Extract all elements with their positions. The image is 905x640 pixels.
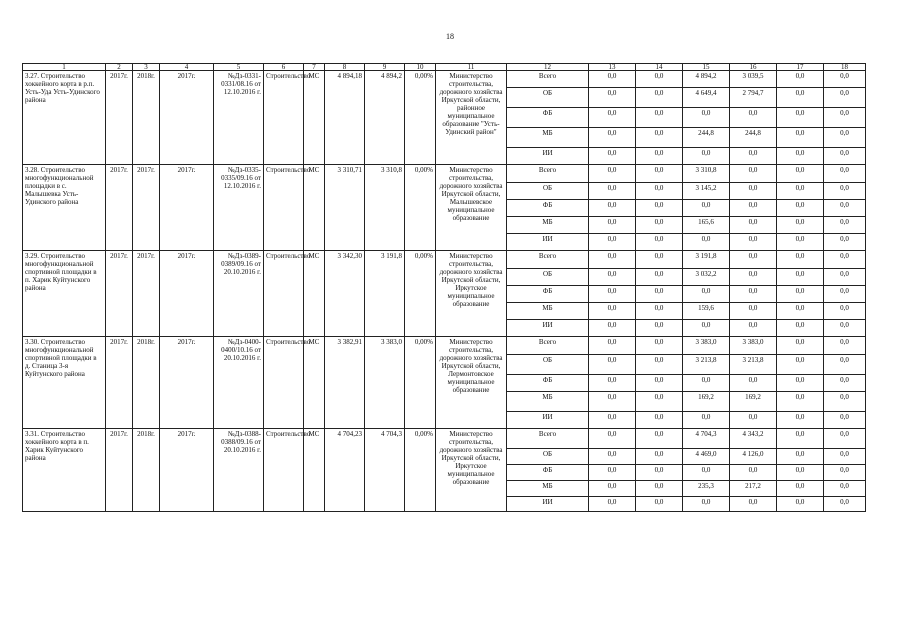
funding-value: 0,0 (777, 269, 824, 286)
funding-value: 3 191,8 (683, 251, 730, 269)
funding-value: 0,0 (683, 200, 730, 217)
column-number: 9 (365, 64, 405, 71)
funding-value: 0,0 (683, 148, 730, 165)
contract-number: №Дз-0389-0389/09.16 от 20.10.2016 г. (214, 251, 264, 337)
funding-value: 0,0 (824, 412, 866, 429)
funding-value: 0,0 (730, 251, 777, 269)
funding-value: 0,0 (777, 108, 824, 128)
column-number: 8 (325, 64, 365, 71)
funding-value: 0,0 (730, 286, 777, 303)
funding-value: 0,0 (589, 108, 636, 128)
funding-value: 0,0 (636, 449, 683, 465)
column-number: 15 (683, 64, 730, 71)
funding-value: 0,0 (824, 375, 866, 392)
column-number: 14 (636, 64, 683, 71)
executor: МС (304, 71, 325, 165)
column-number: 16 (730, 64, 777, 71)
funding-source: ИИ (507, 497, 589, 512)
funding-value: 0,0 (636, 303, 683, 320)
completion-percent: 0,00% (405, 429, 436, 512)
funding-value: 0,0 (636, 88, 683, 108)
estimated-cost: 4 704,23 (325, 429, 365, 512)
year: 2017г. (160, 429, 214, 512)
work-type: Строительство (264, 251, 304, 337)
funding-source: МБ (507, 392, 589, 412)
funding-source: ОБ (507, 269, 589, 286)
funding-table (22, 63, 866, 512)
funding-value: 169,2 (683, 392, 730, 412)
funding-source: ФБ (507, 375, 589, 392)
funding-value: 0,0 (636, 429, 683, 449)
funding-value: 4 343,2 (730, 429, 777, 449)
column-number: 3 (133, 64, 160, 71)
responsible-executor: Министерство строительства, дорожного хозяйства Иркутской области, Лермонтовское муниципальное образование (436, 337, 507, 429)
funding-value: 0,0 (636, 165, 683, 183)
column-number: 10 (405, 64, 436, 71)
funding-value: 0,0 (636, 234, 683, 251)
completion-percent: 0,00% (405, 165, 436, 251)
funding-value: 4 469,0 (683, 449, 730, 465)
limit-cost: 3 310,8 (365, 165, 405, 251)
funding-value: 0,0 (683, 108, 730, 128)
funding-value: 235,3 (683, 481, 730, 497)
funding-value: 0,0 (636, 183, 683, 200)
table-row (23, 165, 866, 183)
funding-value: 4 704,3 (683, 429, 730, 449)
funding-source: ОБ (507, 183, 589, 200)
funding-value: 0,0 (636, 481, 683, 497)
funding-value: 0,0 (636, 128, 683, 148)
funding-value: 0,0 (824, 355, 866, 375)
funding-value: 0,0 (730, 217, 777, 234)
funding-value: 0,0 (824, 148, 866, 165)
funding-value: 0,0 (636, 320, 683, 337)
funding-source: ФБ (507, 200, 589, 217)
funding-value: 0,0 (683, 320, 730, 337)
funding-value: 0,0 (636, 497, 683, 512)
limit-cost: 4 704,3 (365, 429, 405, 512)
estimated-cost: 3 382,91 (325, 337, 365, 429)
column-number: 6 (264, 64, 304, 71)
completion-percent: 0,00% (405, 71, 436, 165)
funding-value: 0,0 (683, 286, 730, 303)
funding-value: 0,0 (824, 465, 866, 481)
year: 2017г. (160, 251, 214, 337)
funding-value: 0,0 (589, 375, 636, 392)
funding-value: 0,0 (824, 429, 866, 449)
funding-value: 0,0 (589, 355, 636, 375)
executor: МС (304, 165, 325, 251)
funding-value: 0,0 (777, 449, 824, 465)
table-body (23, 64, 866, 512)
funding-value: 0,0 (824, 337, 866, 355)
funding-value: 0,0 (730, 375, 777, 392)
funding-value: 0,0 (589, 465, 636, 481)
contract-number: №Дз-0388-0388/09.16 от 20.10.2016 г. (214, 429, 264, 512)
funding-value: 169,2 (730, 392, 777, 412)
funding-source: МБ (507, 217, 589, 234)
funding-value: 0,0 (777, 412, 824, 429)
funding-value: 0,0 (636, 217, 683, 234)
funding-value: 0,0 (589, 88, 636, 108)
funding-value: 0,0 (824, 269, 866, 286)
end-year: 2018г. (133, 337, 160, 429)
column-number: 2 (106, 64, 133, 71)
funding-value: 0,0 (777, 392, 824, 412)
funding-value: 0,0 (730, 269, 777, 286)
limit-cost: 3 383,0 (365, 337, 405, 429)
funding-source: ОБ (507, 355, 589, 375)
funding-value: 4 649,4 (683, 88, 730, 108)
responsible-executor: Министерство строительства, дорожного хозяйства Иркутской области, Иркутское муниципальное образование (436, 251, 507, 337)
funding-value: 0,0 (824, 200, 866, 217)
limit-cost: 4 894,2 (365, 71, 405, 165)
funding-value: 0,0 (636, 337, 683, 355)
funding-value: 0,0 (589, 449, 636, 465)
funding-value: 0,0 (589, 148, 636, 165)
completion-percent: 0,00% (405, 337, 436, 429)
contract-number: №Дз-0331-0331/08.16 от 12.10.2016 г. (214, 71, 264, 165)
funding-value: 3 213,8 (730, 355, 777, 375)
funding-value: 0,0 (589, 251, 636, 269)
responsible-executor: Министерство строительства, дорожного хозяйства Иркутской области, Иркутское муниципальное образование (436, 429, 507, 512)
funding-source: Всего (507, 337, 589, 355)
end-year: 2018г. (133, 71, 160, 165)
funding-value: 4 894,2 (683, 71, 730, 88)
funding-value: 0,0 (636, 108, 683, 128)
funding-value: 4 126,0 (730, 449, 777, 465)
funding-value: 0,0 (777, 234, 824, 251)
funding-value: 0,0 (589, 71, 636, 88)
funding-value: 0,0 (730, 183, 777, 200)
funding-value: 0,0 (683, 234, 730, 251)
contract-number: №Дз-0400-0400/10.16 от 20.10.2016 г. (214, 337, 264, 429)
funding-value: 3 383,0 (730, 337, 777, 355)
start-year: 2017г. (106, 337, 133, 429)
work-type: Строительство (264, 71, 304, 165)
funding-value: 165,6 (683, 217, 730, 234)
funding-value: 0,0 (683, 497, 730, 512)
funding-value: 0,0 (730, 165, 777, 183)
funding-value: 0,0 (589, 217, 636, 234)
funding-value: 3 032,2 (683, 269, 730, 286)
funding-value: 0,0 (589, 429, 636, 449)
funding-source: ИИ (507, 234, 589, 251)
project-name: 3.28. Строительство многофункциональной площадки в с. Малышевка Усть-Удинского района (23, 165, 106, 251)
funding-value: 0,0 (636, 200, 683, 217)
funding-source: МБ (507, 128, 589, 148)
funding-value: 0,0 (824, 481, 866, 497)
funding-value: 0,0 (730, 303, 777, 320)
funding-source: Всего (507, 429, 589, 449)
funding-value: 0,0 (777, 286, 824, 303)
project-name: 3.29. Строительство многофункциональной спортивной площадки в п. Харик Куйтунского района (23, 251, 106, 337)
funding-value: 0,0 (636, 412, 683, 429)
funding-value: 0,0 (730, 148, 777, 165)
funding-value: 0,0 (777, 465, 824, 481)
column-number: 7 (304, 64, 325, 71)
funding-value: 0,0 (777, 497, 824, 512)
year: 2017г. (160, 165, 214, 251)
funding-value: 0,0 (589, 303, 636, 320)
funding-value: 0,0 (777, 303, 824, 320)
funding-value: 3 310,8 (683, 165, 730, 183)
funding-value: 0,0 (730, 108, 777, 128)
contract-number: №Дз-0335-0335/09.16 от 12.10.2016 г. (214, 165, 264, 251)
funding-source: Всего (507, 165, 589, 183)
project-name: 3.31. Строительство хоккейного корта в п. Харик Куйтунского района (23, 429, 106, 512)
funding-value: 3 213,8 (683, 355, 730, 375)
funding-value: 0,0 (824, 108, 866, 128)
funding-value: 0,0 (589, 165, 636, 183)
funding-value: 0,0 (589, 320, 636, 337)
funding-value: 244,8 (683, 128, 730, 148)
table-row (23, 251, 866, 269)
funding-value: 159,6 (683, 303, 730, 320)
funding-value: 0,0 (777, 375, 824, 392)
funding-value: 0,0 (824, 217, 866, 234)
funding-value: 0,0 (730, 234, 777, 251)
estimated-cost: 3 342,30 (325, 251, 365, 337)
funding-value: 0,0 (777, 320, 824, 337)
funding-value: 0,0 (589, 286, 636, 303)
responsible-executor: Министерство строительства, дорожного хозяйства Иркутской области, районное муниципальное образование "Усть-Удинский район" (436, 71, 507, 165)
end-year: 2017г. (133, 251, 160, 337)
funding-value: 0,0 (636, 148, 683, 165)
funding-value: 0,0 (636, 392, 683, 412)
start-year: 2017г. (106, 429, 133, 512)
work-type: Строительство (264, 429, 304, 512)
year: 2017г. (160, 71, 214, 165)
funding-value: 0,0 (589, 183, 636, 200)
funding-source: Всего (507, 251, 589, 269)
funding-value: 0,0 (824, 497, 866, 512)
funding-value: 0,0 (589, 269, 636, 286)
funding-value: 0,0 (589, 337, 636, 355)
funding-value: 0,0 (683, 465, 730, 481)
funding-value: 0,0 (777, 217, 824, 234)
funding-source: Всего (507, 71, 589, 88)
funding-source: ИИ (507, 148, 589, 165)
funding-value: 0,0 (777, 200, 824, 217)
column-number: 12 (507, 64, 589, 71)
funding-value: 0,0 (636, 286, 683, 303)
table-row (23, 337, 866, 355)
funding-value: 0,0 (636, 251, 683, 269)
funding-source: МБ (507, 481, 589, 497)
funding-value: 0,0 (824, 251, 866, 269)
funding-value: 3 039,5 (730, 71, 777, 88)
executor: МС (304, 337, 325, 429)
limit-cost: 3 191,8 (365, 251, 405, 337)
funding-source: МБ (507, 303, 589, 320)
funding-source: ФБ (507, 108, 589, 128)
funding-value: 0,0 (824, 165, 866, 183)
funding-value: 0,0 (777, 71, 824, 88)
table-row (23, 429, 866, 449)
funding-value: 0,0 (824, 320, 866, 337)
funding-value: 0,0 (824, 128, 866, 148)
work-type: Строительство (264, 337, 304, 429)
year: 2017г. (160, 337, 214, 429)
funding-source: ИИ (507, 320, 589, 337)
funding-value: 0,0 (683, 412, 730, 429)
funding-value: 0,0 (824, 183, 866, 200)
funding-value: 3 383,0 (683, 337, 730, 355)
funding-value: 0,0 (589, 392, 636, 412)
completion-percent: 0,00% (405, 251, 436, 337)
column-number: 13 (589, 64, 636, 71)
funding-value: 0,0 (777, 251, 824, 269)
start-year: 2017г. (106, 165, 133, 251)
funding-value: 0,0 (730, 412, 777, 429)
funding-value: 2 794,7 (730, 88, 777, 108)
estimated-cost: 4 894,18 (325, 71, 365, 165)
work-type: Строительство (264, 165, 304, 251)
funding-source: ОБ (507, 88, 589, 108)
funding-value: 0,0 (777, 355, 824, 375)
funding-value: 0,0 (777, 165, 824, 183)
table-row (23, 71, 866, 88)
funding-value: 0,0 (636, 71, 683, 88)
column-number-row (23, 64, 866, 71)
funding-value: 0,0 (730, 200, 777, 217)
funding-value: 0,0 (824, 303, 866, 320)
funding-value: 0,0 (777, 148, 824, 165)
column-number: 11 (436, 64, 507, 71)
funding-value: 0,0 (824, 449, 866, 465)
estimated-cost: 3 310,71 (325, 165, 365, 251)
funding-value: 0,0 (777, 429, 824, 449)
funding-value: 244,8 (730, 128, 777, 148)
funding-value: 0,0 (589, 497, 636, 512)
funding-value: 0,0 (589, 234, 636, 251)
funding-value: 217,2 (730, 481, 777, 497)
funding-value: 0,0 (777, 481, 824, 497)
funding-value: 0,0 (636, 355, 683, 375)
funding-source: ФБ (507, 286, 589, 303)
funding-value: 0,0 (824, 71, 866, 88)
funding-value: 0,0 (824, 234, 866, 251)
end-year: 2018г. (133, 429, 160, 512)
executor: МС (304, 251, 325, 337)
project-name: 3.27. Строительство хоккейного корта в р.п. Усть-Уда Усть-Удинского района (23, 71, 106, 165)
column-number: 4 (160, 64, 214, 71)
column-number: 18 (824, 64, 866, 71)
start-year: 2017г. (106, 251, 133, 337)
column-number: 1 (23, 64, 106, 71)
funding-value: 0,0 (730, 465, 777, 481)
column-number: 5 (214, 64, 264, 71)
funding-source: ФБ (507, 465, 589, 481)
project-name: 3.30. Строительство многофункциональной спортивной площадки в д. Станица 3-я Куйтунского района (23, 337, 106, 429)
funding-value: 0,0 (589, 128, 636, 148)
funding-value: 0,0 (824, 286, 866, 303)
responsible-executor: Министерство строительства, дорожного хозяйства Иркутской области, Малышевское муниципальное образование (436, 165, 507, 251)
executor: МС (304, 429, 325, 512)
funding-value: 0,0 (636, 269, 683, 286)
funding-value: 0,0 (636, 465, 683, 481)
funding-value: 0,0 (636, 375, 683, 392)
page-number: 18 (446, 32, 454, 41)
funding-value: 0,0 (589, 200, 636, 217)
funding-value: 0,0 (730, 320, 777, 337)
funding-value: 3 145,2 (683, 183, 730, 200)
funding-value: 0,0 (824, 392, 866, 412)
funding-source: ОБ (507, 449, 589, 465)
funding-value: 0,0 (683, 375, 730, 392)
column-number: 17 (777, 64, 824, 71)
funding-value: 0,0 (777, 183, 824, 200)
funding-value: 0,0 (824, 88, 866, 108)
funding-value: 0,0 (777, 337, 824, 355)
funding-value: 0,0 (730, 497, 777, 512)
funding-value: 0,0 (777, 88, 824, 108)
funding-value: 0,0 (777, 128, 824, 148)
start-year: 2017г. (106, 71, 133, 165)
funding-value: 0,0 (589, 412, 636, 429)
funding-source: ИИ (507, 412, 589, 429)
end-year: 2017г. (133, 165, 160, 251)
funding-value: 0,0 (589, 481, 636, 497)
